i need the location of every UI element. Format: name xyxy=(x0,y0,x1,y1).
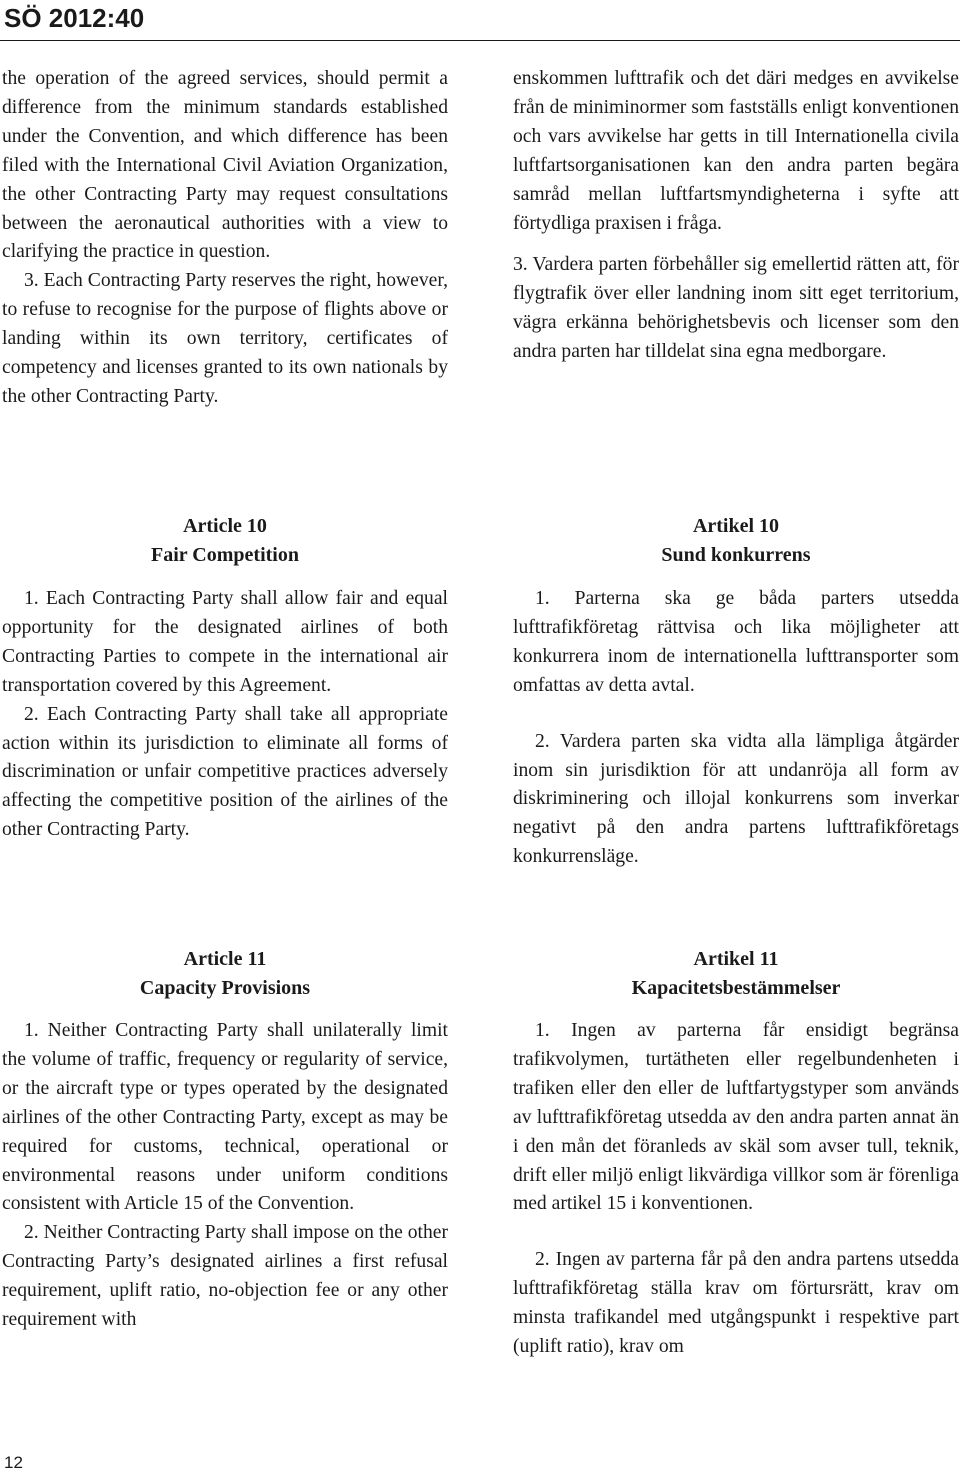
english-article11-para2: 2. Neither Contracting Party shall impose on the other Contracting Party’s designated airlines a first refusal requirement, uplift ratio, no-objection fee or any other requirement with xyxy=(2,1222,448,1331)
swedish-article10-heading xyxy=(513,512,959,570)
swedish-article10-para2: 2. Vardera parten ska vidta alla lämpliga åtgärder inom sin jurisdiktion för att undanröja all form av diskriminering och illojal konkurrens som inverkar negativt på den andra partens lufttrafikföretags konkurrensläge. xyxy=(513,730,959,868)
english-article11-body xyxy=(2,1017,448,1335)
swedish-article9-continuation xyxy=(513,65,959,367)
english-article11-title: Capacity Provisions xyxy=(139,977,311,999)
english-article11-para1: 1. Neither Contracting Party shall unilaterally limit the volume of traffic, frequency or regularity of service, or the aircraft type or types operated by the designated airlines of the other Contracting Party, except as may be required for customs, technical, operational or environmental reasons under uniform conditions consistent with Article 15 of the Convention. xyxy=(2,1020,448,1215)
english-intro-paragraph: the operation of the agreed services, should permit a difference from the minimum standards established under the Convention, and which difference has been filed with the International Civil Aviation Organization, the other Contracting Party may request consultations between the aeronautical authorities with a view to clarifying the practice in question. xyxy=(2,68,448,263)
header-divider xyxy=(0,40,960,41)
swedish-article11-title: Kapacitetsbestämmelser xyxy=(631,977,841,999)
swedish-article11-number: Artikel 11 xyxy=(693,948,779,970)
swedish-article10-number: Artikel 10 xyxy=(692,515,780,537)
swedish-intro-paragraph: enskommen lufttrafik och det däri medges en avvikelse från de miniminormer som fastställs enligt konventionen och vars avvikelse har getts in till Internationella civila luftfartsorganisationen kan den andra parten begära samråd mellan luftfartsmyndigheterna i syfte att förtydliga praxisen i fråga. xyxy=(513,68,959,234)
page-number: 12 xyxy=(4,1453,23,1472)
english-article10-number: Article 10 xyxy=(183,515,267,537)
swedish-article10-title: Sund konkurrens xyxy=(661,544,811,566)
english-article9-para3: 3. Each Contracting Party reserves the right, however, to refuse to recognise for the purpose of flights above or landing within its own territory, certificates of competency and licenses granted to its own nationals by the other Contracting Party. xyxy=(2,270,448,407)
english-article10-body xyxy=(2,585,448,845)
swedish-article11-body xyxy=(513,1017,959,1362)
english-article10-para1: 1. Each Contracting Party shall allow fair and equal opportunity for the designated airlines of both Contracting Parties to compete in the international air transportation covered by this Agreement. xyxy=(2,588,448,696)
english-article11-number: Article 11 xyxy=(183,948,267,970)
english-article9-continuation xyxy=(2,65,448,412)
english-article10-title: Fair Competition xyxy=(151,544,299,566)
swedish-article11-para2: 2. Ingen av parterna får på den andra partens utsedda lufttrafikföretag ställa krav om förtursrätt, krav om minsta trafikandel med utgångspunkt i respektive part (uplift ratio), krav om xyxy=(513,1249,959,1358)
english-article10-heading xyxy=(2,512,448,570)
swedish-article11-para1: 1. Ingen av parterna får ensidigt begränsa trafikvolymen, turtätheten eller regelbundenheten i trafiken eller den eller de luftfartygstyper som används av lufttrafikföretag utsedda av den andra parten annat än i den mån det föranleds av skäl som avser tull, teknik, drift eller miljö enligt likvärdiga villkor som är förenliga med artikel 15 i konventionen. xyxy=(513,1020,959,1215)
english-article10-para2: 2. Each Contracting Party shall take all appropriate action within its jurisdiction to eliminate all forms of discrimination or unfair competitive practices adversely affecting the competitive position of the airlines of the other Contracting Party. xyxy=(2,703,448,841)
english-article11-heading xyxy=(2,945,448,1003)
swedish-article10-para1: 1. Parterna ska ge båda parters utsedda lufttrafikföretag rättvisa och lika möjligheter att konkurrera inom de internationella lufttransporter som omfattas av detta avtal. xyxy=(513,588,959,696)
swedish-article11-heading xyxy=(513,945,959,1003)
swedish-article9-para3: 3. Vardera parten förbehåller sig emellertid rätten att, för flygtrafik över eller landning inom sitt eget territorium, vägra erkänna behörighetsbevis och licenser som den andra parten har tilldelat sina egna medborgare. xyxy=(513,254,959,363)
document-reference: SÖ 2012:40 xyxy=(4,3,145,33)
swedish-article10-body xyxy=(513,585,959,872)
